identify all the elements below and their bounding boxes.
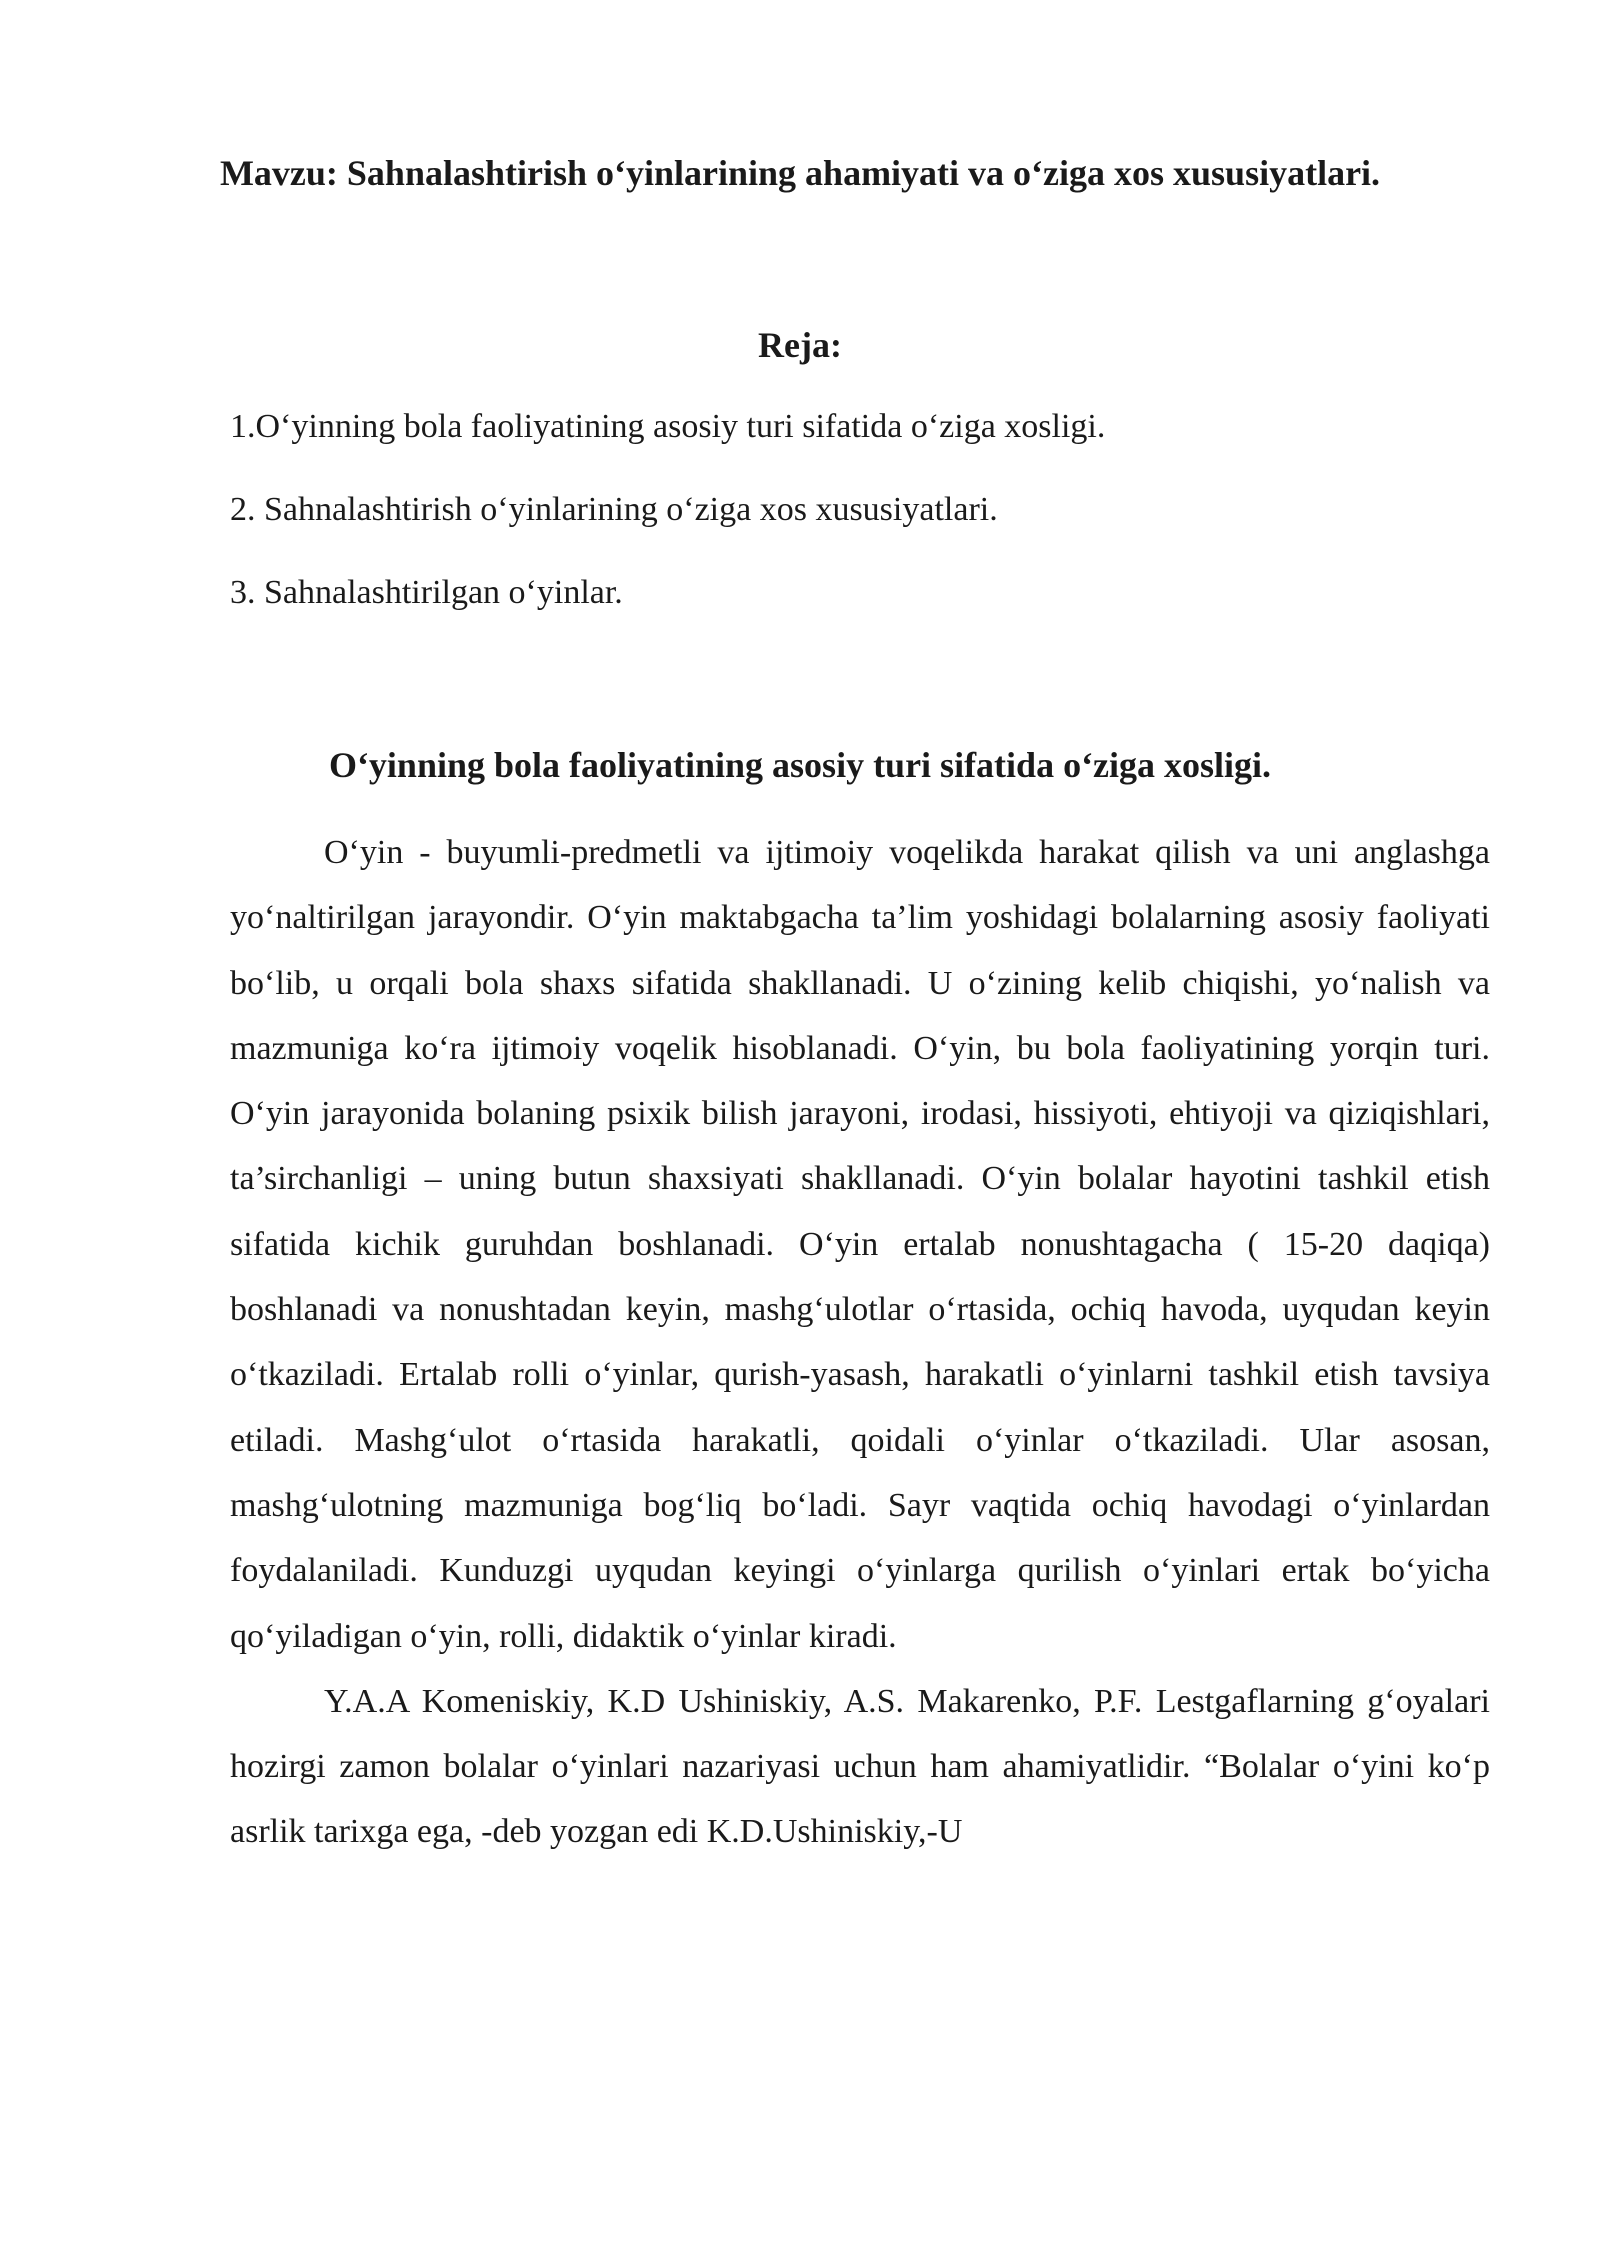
document-title: Mavzu: Sahnalashtirish o‘yinlarining ahamiyati va o‘ziga xos xususiyatlari. [219,153,1381,193]
body-text [230,820,1490,1865]
plan-item: 3. Sahnalashtirilgan o‘yinlar. [230,574,623,611]
plan-item: 1.O‘yinning bola faoliyatining asosiy turi sifatida o‘ziga xosligi. [230,408,1106,445]
body-paragraph: O‘yin - buyumli-predmetli va ijtimoiy voqelikda harakat qilish va uni anglashga yo‘naltirilgan jarayondir. O‘yin maktabgacha ta’lim yoshidagi bolalarning asosiy faoliyati bo‘lib, u orqali bola shaxs sifatida shakllanadi. U o‘zining kelib chiqishi, yo‘nalish va mazmuniga ko‘ra ijtimoiy voqelik hisoblanadi. O‘yin, bu bola faoliyatining yorqin turi. O‘yin jarayonida bolaning psixik bilish jarayoni, irodasi, hissiyoti, ehtiyoji va qiziqishlari, ta’sirchanligi – uning butun shaxsiyati shakllanadi. O‘yin bolalar hayotini tashkil etish sifatida kichik guruhdan boshlanadi. O‘yin ertalab nonushtagacha ( 15-20 daqiqa) boshlanadi va nonushtadan keyin, mashg‘ulotlar o‘rtasida, ochiq havoda, uyqudan keyin o‘tkaziladi. Ertalab rolli o‘yinlar, qurish-yasash, harakatli o‘yinlarni tashkil etish tavsiya etiladi. Mashg‘ulot o‘rtasida harakatli, qoidali o‘yinlar o‘tkaziladi. Ular asosan, mashg‘ulotning mazmuniga bog‘liq bo‘ladi. Sayr vaqtida ochiq havodagi o‘yinlardan foydalaniladi. Kunduzgi uyqudan keyingi o‘yinlarga qurilish o‘yinlari ertak bo‘yicha qo‘yiladigan o‘yin, rolli, didaktik o‘yinlar kiradi. [230,834,1490,1655]
plan-list [230,402,1105,651]
section-heading: O‘yinning bola faoliyatining asosiy turi sifatida o‘ziga xosligi. [328,745,1272,785]
plan-heading: Reja: [758,325,842,365]
plan-item: 2. Sahnalashtirish o‘yinlarining o‘ziga xos xususiyatlari. [230,491,998,528]
body-paragraph: Y.A.A Komeniskiy, K.D Ushiniskiy, A.S. Makarenko, P.F. Lestgaflarning g‘oyalari hozirgi zamon bolalar o‘yinlari nazariyasi uchun ham ahamiyatlidir. “Bolalar o‘yini ko‘p asrlik tarixga ega, -deb yozgan edi K.D.Ushiniskiy,-U [230,1682,1490,1851]
